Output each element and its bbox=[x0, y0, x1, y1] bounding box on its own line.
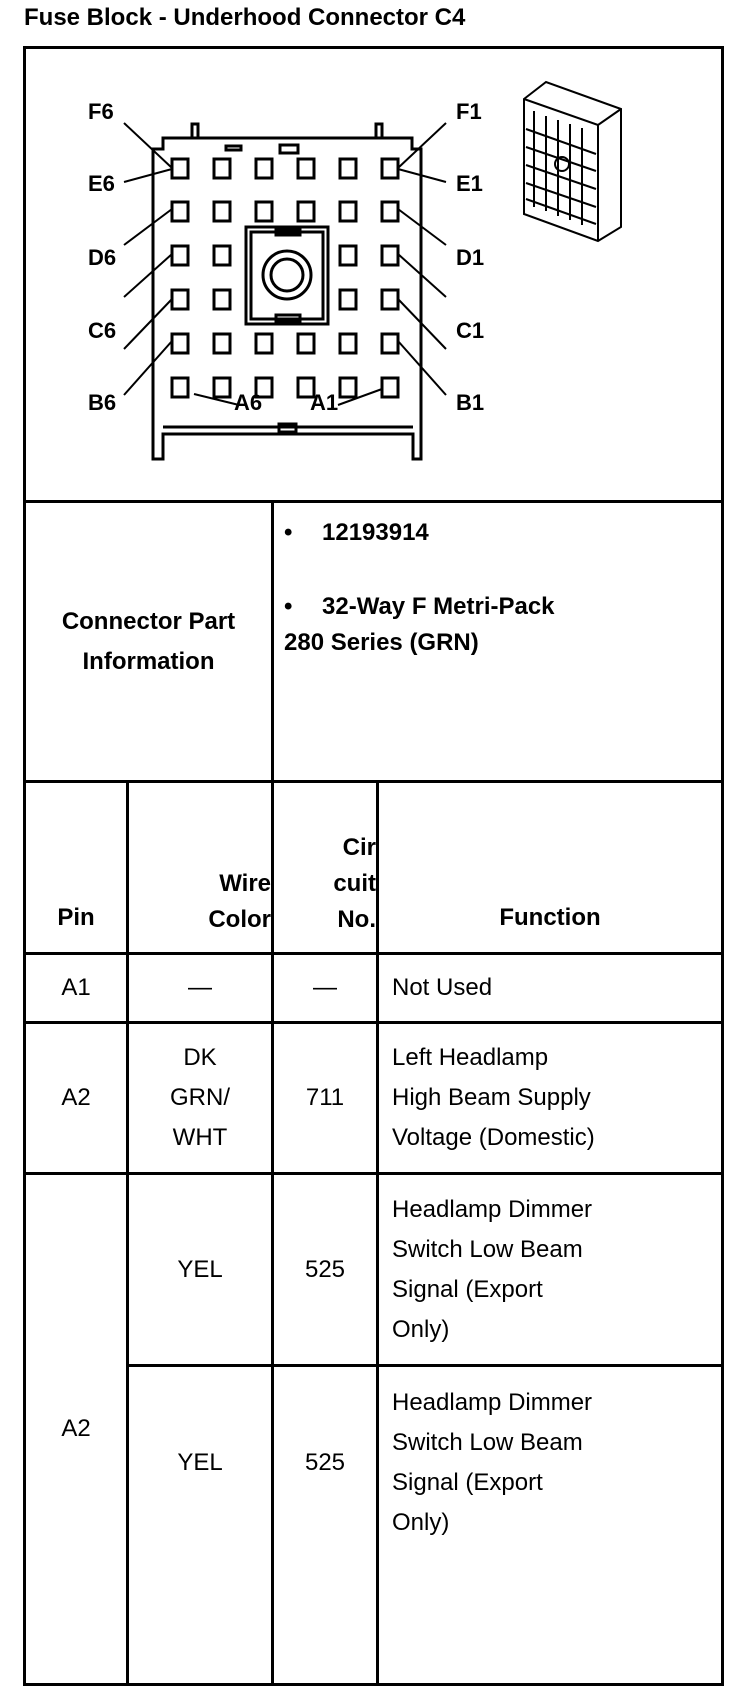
table-cell-wire: YEL bbox=[177, 1255, 223, 1283]
table-cell-circuit: — bbox=[313, 974, 337, 1001]
connector-table bbox=[23, 46, 724, 1686]
table-cell-pin: A1 bbox=[61, 974, 91, 1001]
connector-3d-image bbox=[524, 82, 621, 241]
header-wire-color: Wire Color bbox=[208, 870, 271, 933]
pin-label-e1: E1 bbox=[456, 171, 483, 196]
pin-label-e6: E6 bbox=[88, 171, 115, 196]
pin-cavities bbox=[172, 159, 398, 397]
table-cell-wire: — bbox=[188, 974, 212, 1001]
table-cell-pin: A2 bbox=[61, 1415, 91, 1442]
header-circuit-number: Cir cuit No. bbox=[333, 834, 376, 933]
page-title: Fuse Block - Underhood Connector C4 bbox=[24, 4, 466, 31]
pin-label-c6: C6 bbox=[88, 318, 117, 343]
table-cell-circuit: 525 bbox=[304, 1449, 346, 1476]
table-cell-wire: YEL bbox=[177, 1449, 223, 1476]
table-cell-circuit: 525 bbox=[304, 1255, 346, 1283]
pin-label-a6: A6 bbox=[234, 390, 263, 415]
connector-description: • 32-Way F Metri-Pack 280 Series (GRN) bbox=[284, 593, 555, 656]
header-function: Function bbox=[499, 904, 601, 931]
pin-label-c1: C1 bbox=[456, 318, 485, 343]
pin-label-d1: D1 bbox=[456, 245, 485, 270]
connector-face-drawing bbox=[26, 49, 721, 551]
pin-label-b1: B1 bbox=[456, 390, 485, 415]
table-cell-function: Headlamp Dimmer Switch Low Beam Signal (Export Only) bbox=[392, 1389, 593, 1536]
pin-label-d6: D6 bbox=[88, 245, 117, 270]
table-cell-circuit: 711 bbox=[305, 1084, 345, 1111]
table-cell-wire: DK GRN/ WHT bbox=[170, 1044, 230, 1151]
connector-face-diagram bbox=[26, 49, 721, 551]
pin-label-f6: F6 bbox=[88, 99, 114, 124]
pin-label-b6: B6 bbox=[88, 390, 117, 415]
part-number: • 12193914 bbox=[284, 519, 429, 546]
table-cell-function: Left Headlamp High Beam Supply Voltage (Domestic) bbox=[392, 1044, 595, 1151]
header-pin: Pin bbox=[57, 904, 95, 931]
table-cell-function: Not Used bbox=[392, 974, 493, 1001]
table-cell-pin: A2 bbox=[61, 1084, 91, 1111]
pin-label-f1: F1 bbox=[456, 99, 482, 124]
table-cell-function: Headlamp Dimmer Switch Low Beam Signal (Export Only) bbox=[392, 1195, 593, 1343]
pin-label-a1: A1 bbox=[310, 390, 339, 415]
connector-info-label: Connector Part Information bbox=[61, 607, 236, 675]
